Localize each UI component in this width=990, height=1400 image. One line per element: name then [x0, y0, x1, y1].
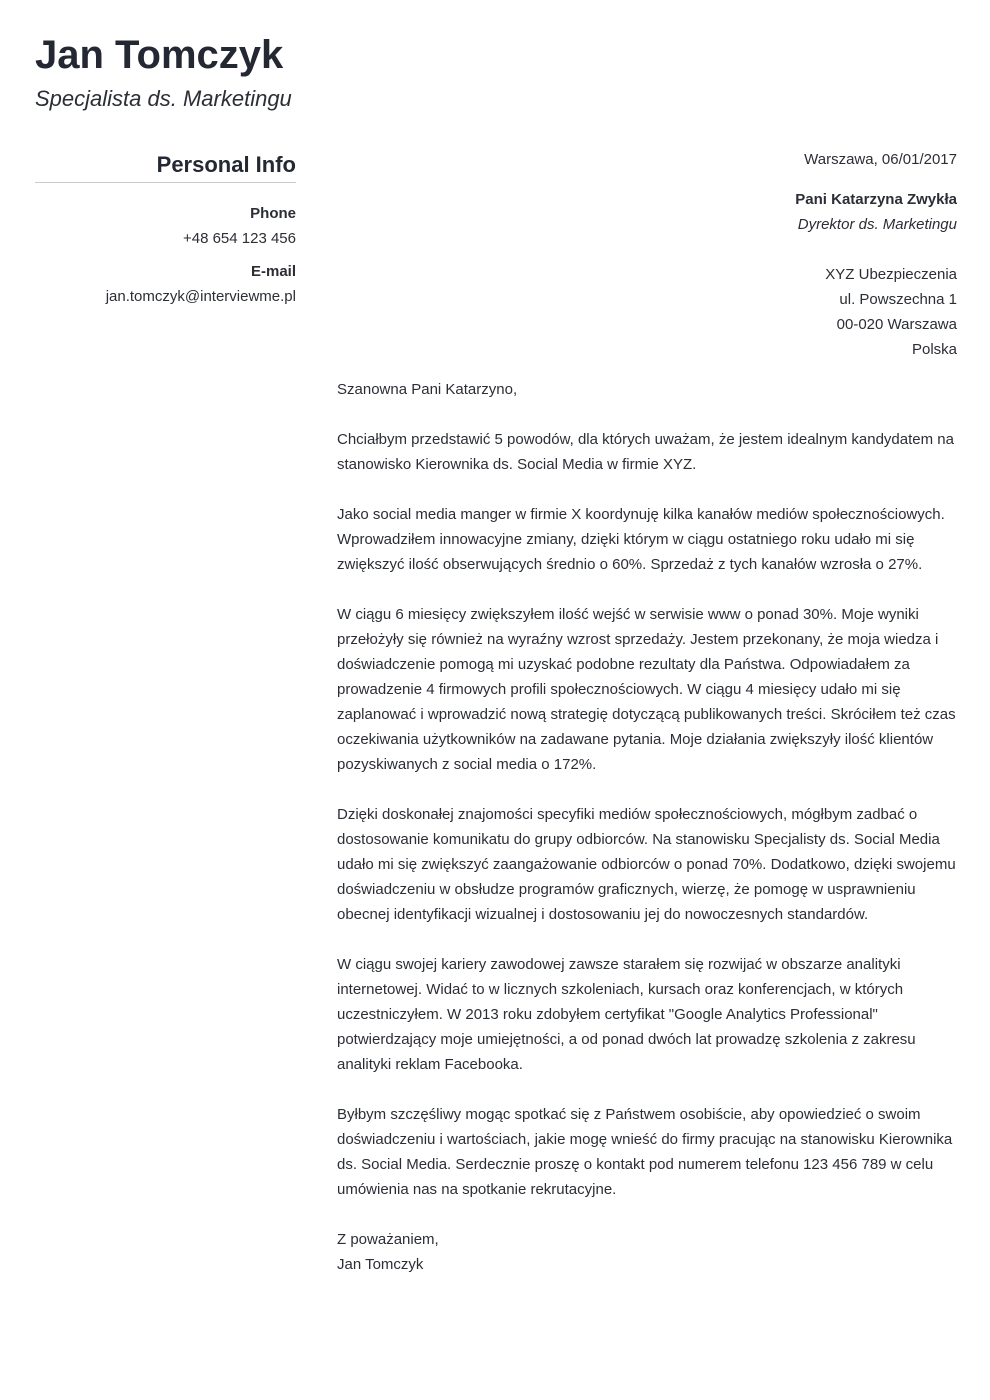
applicant-name: Jan Tomczyk: [35, 33, 284, 77]
letter-paragraph: Chciałbym przedstawić 5 powodów, dla których uważam, że jestem idealnym kandydatem na stanowisko Kierownika ds. Social Media w firmie XYZ.: [337, 431, 954, 473]
address-line-street: ul. Powszechna 1: [839, 291, 957, 308]
phone-label: Phone: [250, 205, 296, 222]
email-value: jan.tomczyk@interviewme.pl: [105, 288, 296, 305]
header: [35, 30, 292, 114]
letter-greeting: Szanowna Pani Katarzyno,: [337, 381, 518, 398]
letter-date: Warszawa, 06/01/2017: [804, 151, 957, 168]
recipient-title: Dyrektor ds. Marketingu: [797, 216, 957, 233]
letter-signature: Jan Tomczyk: [337, 1256, 424, 1273]
section-title-personal-info: Personal Info: [35, 148, 296, 183]
letter-paragraph: W ciągu swojej kariery zawodowej zawsze starałem się rozwijać w obszarze analityki internetowej. Widać to w licznych szkoleniach, kursach oraz konferencjach, w których uczestniczyłem. W 2013 roku zdobyłem certyfikat "Google Analytics Professional" potwierdzający moje umiejętności, a od ponad dwóch lat prowadzę szkolenia z zakresu analityki reklam Facebooka.: [337, 956, 916, 1073]
email-label: E-mail: [250, 263, 296, 280]
sidebar-personal-info: [35, 148, 296, 317]
phone-value: +48 654 123 456: [182, 230, 296, 247]
letter-paragraph: Dzięki doskonałej znajomości specyfiki mediów społecznościowych, mógłbym zadbać o dostosowanie komunikatu do grupy odbiorców. Na stanowisku Specjalisty ds. Social Media udało mi się zwiększyć zaangażowanie odbiorców o ponad 70%. Dodatkowo, dzięki swojemu doświadczeniu w obsłudze programów graficznych, wierzę, że pomogę w usprawnieniu obecnej identyfikacji wizualnej i dostosowaniu jej do nowoczesnych standardów.: [337, 806, 956, 923]
address-line-country: Polska: [911, 341, 957, 358]
recipient-name: Pani Katarzyna Zwykła: [795, 191, 957, 208]
address-line-company: XYZ Ubezpieczenia: [825, 266, 957, 283]
letter-paragraph: Jako social media manger w firmie X koordynuję kilka kanałów mediów społecznościowych. Wprowadziłem innowacyjne zmiany, dzięki którym w ciągu ostatniego roku udało mi się zwiększyć ilość obserwujących średnio o 60%. Sprzedaż z tych kanałów wzrosła o 27%.: [337, 506, 945, 573]
applicant-job-title: Specjalista ds. Marketingu: [35, 86, 292, 111]
address-line-city: 00-020 Warszawa: [836, 316, 957, 333]
cover-letter: [337, 147, 957, 1277]
letter-closing: Z poważaniem,: [337, 1231, 439, 1248]
letter-paragraph: Byłbym szczęśliwy mogąc spotkać się z Państwem osobiście, aby opowiedzieć o swoim doświadczeniu i wartościach, jakie mogę wnieść do firmy pracując na stanowisku Kierownika ds. Social Media. Serdecznie proszę o kontakt pod numerem telefonu 123 456 789 w celu umówienia nas na spotkanie rekrutacyjne.: [337, 1106, 953, 1198]
letter-paragraph: W ciągu 6 miesięcy zwiększyłem ilość wejść w serwisie www o ponad 30%. Moje wyniki przełożyły się również na wyraźny wzrost sprzedaży. Jestem przekonany, że moja wiedza i doświadczenie pomogą mi uzyskać podobne rezultaty dla Państwa. Odpowiadałem za prowadzenie 4 firmowych profili społecznościowych. W ciągu 4 miesięcy udało mi się zaplanować i wprowadzić nową strategię dotyczącą publikowanych treści. Skróciłem też czas oczekiwania użytkowników na zadawane pytania. Moje działania zwiększyły ilość klientów pozyskiwanych z social media o 172%.: [337, 606, 956, 773]
recipient-address: [337, 262, 957, 362]
